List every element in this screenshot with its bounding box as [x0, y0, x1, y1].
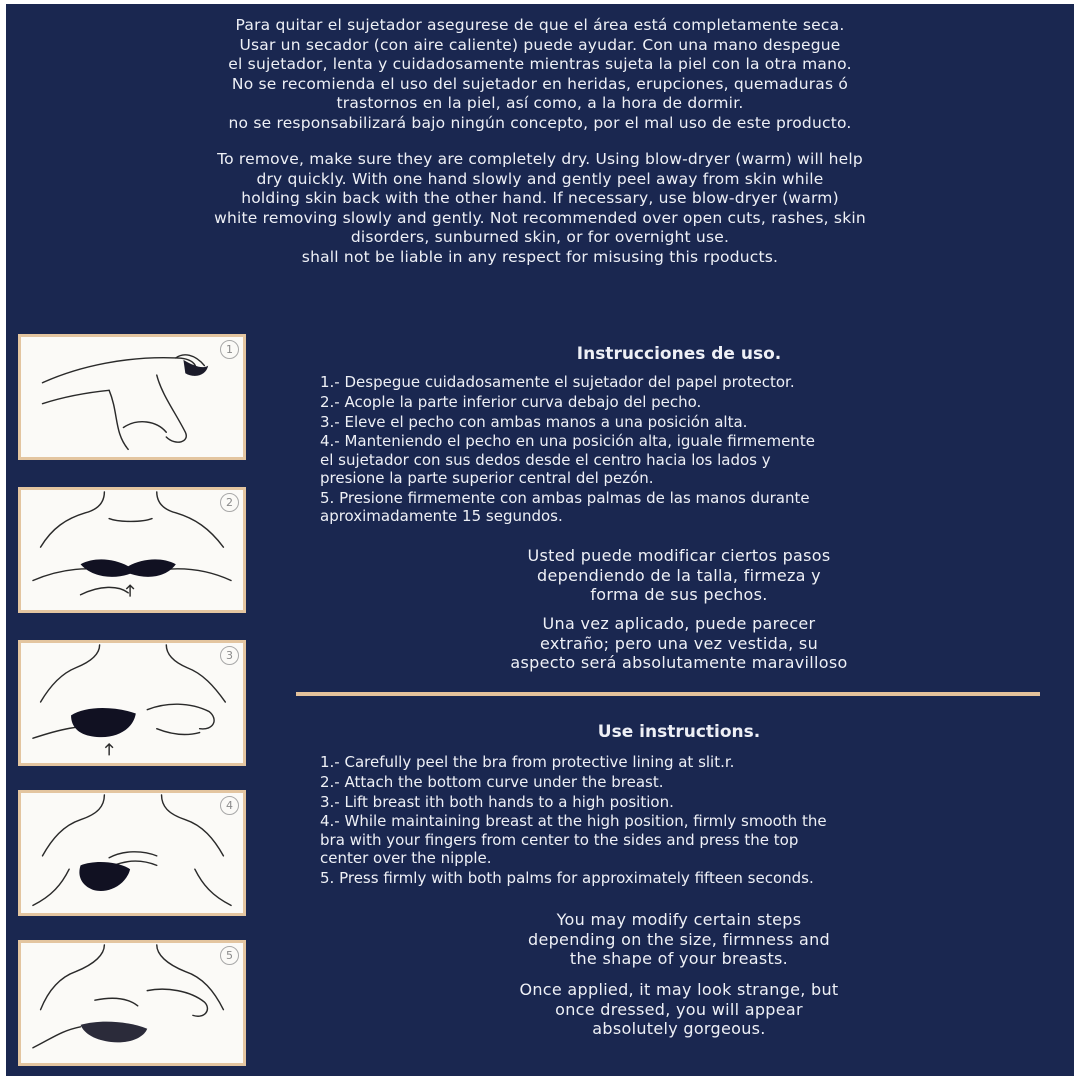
step-number-badge: 3: [220, 646, 239, 665]
illustration-step-2: [18, 487, 246, 613]
english-removal-warning: [6, 150, 1074, 268]
step-line: 3.- Lift breast ith both hands to a high position.: [320, 792, 674, 811]
warning-line: shall not be liable in any respect for misusing this rpoducts.: [301, 247, 779, 266]
spanish-note-appearance: [296, 614, 1062, 673]
step-item: [320, 373, 1050, 391]
warning-line: Usar un secador (con aire caliente) puede ayudar. Con una mano despegue: [239, 35, 841, 54]
step-line: el sujetador con sus dedos desde el centro hacia los lados y: [320, 450, 771, 469]
lift-breast-icon: [21, 643, 243, 763]
peeling-bra-icon: [21, 337, 243, 457]
english-note-appearance: [296, 980, 1062, 1039]
attach-bra-icon: [21, 490, 243, 610]
note-line: absolutely gorgeous.: [592, 1019, 766, 1038]
english-note-modify: [296, 910, 1062, 969]
step-line: 4.- Manteniendo el pecho en una posición alta, iguale firmemente: [320, 432, 815, 451]
note-line: dependiendo de la talla, firmeza y: [537, 565, 821, 585]
warning-line: white removing slowly and gently. Not recommended over open cuts, rashes, skin: [214, 208, 866, 227]
spanish-steps-list: [320, 373, 1050, 527]
warning-line: Para quitar el sujetador asegurese de que el área está completamente seca.: [235, 16, 845, 34]
note-line: You may modify certain steps: [556, 910, 802, 929]
note-line: extraño; pero una vez vestida, su: [539, 633, 819, 653]
spanish-note-modify: [296, 546, 1062, 605]
illustration-step-4: [18, 790, 246, 916]
step-item: [320, 773, 1050, 791]
warning-line: dry quickly. With one hand slowly and gently peel away from skin while: [256, 169, 824, 188]
step-line: aproximadamente 15 segundos.: [320, 506, 563, 525]
step-number-badge: 2: [220, 493, 239, 512]
step-item: [320, 489, 1050, 525]
instruction-sheet: [6, 4, 1074, 1076]
press-palms-icon: [21, 943, 243, 1063]
note-line: aspecto será absolutamente maravilloso: [510, 653, 848, 672]
spanish-instructions-heading: Instrucciones de uso.: [576, 344, 782, 364]
step-item: [320, 812, 1050, 867]
section-divider: [296, 692, 1040, 696]
step-line: 5. Presione firmemente con ambas palmas de las manos durante: [320, 488, 810, 507]
step-item: [320, 793, 1050, 811]
note-line: the shape of your breasts.: [569, 949, 789, 968]
warning-line: disorders, sunburned skin, or for overnight use.: [350, 228, 730, 247]
warning-line: No se recomienda el uso del sujetador en heridas, erupciones, quemaduras ó: [231, 74, 849, 93]
english-instructions-heading: Use instructions.: [597, 722, 761, 742]
step-line: 1.- Despegue cuidadosamente el sujetador del papel protector.: [320, 373, 795, 391]
warning-line: To remove, make sure they are completely dry. Using blow-dryer (warm) will help: [217, 150, 863, 168]
smooth-bra-icon: [21, 793, 243, 913]
step-item: [320, 753, 1050, 771]
step-item: [320, 869, 1050, 887]
illustration-step-1: [18, 334, 246, 460]
step-line: 2.- Attach the bottom curve under the breast.: [320, 772, 664, 791]
step-line: 3.- Eleve el pecho con ambas manos a una posición alta.: [320, 412, 748, 431]
illustration-step-3: [18, 640, 246, 766]
step-line: center over the nipple.: [320, 848, 492, 867]
step-line: 1.- Carefully peel the bra from protective lining at slit.r.: [320, 753, 735, 771]
note-line: Once applied, it may look strange, but: [519, 980, 839, 999]
warning-line: no se responsabilizará bajo ningún concepto, por el mal uso de este producto.: [228, 113, 852, 132]
warning-line: el sujetador, lenta y cuidadosamente mientras sujeta la piel con la otra mano.: [228, 55, 852, 74]
note-line: Una vez aplicado, puede parecer: [542, 614, 816, 633]
warning-line: holding skin back with the other hand. If necessary, use blow-dryer (warm): [241, 189, 839, 208]
step-item: [320, 393, 1050, 411]
step-number-badge: 1: [220, 340, 239, 359]
warning-line: trastornos en la piel, así como, a la hora de dormir.: [336, 94, 744, 113]
step-line: 5. Press firmly with both palms for approximately fifteen seconds.: [320, 868, 814, 887]
note-line: depending on the size, firmness and: [528, 929, 830, 949]
step-line: bra with your fingers from center to the sides and press the top: [320, 830, 799, 849]
spanish-removal-warning: [6, 16, 1074, 134]
note-line: forma de sus pechos.: [590, 585, 768, 604]
step-item: [320, 432, 1050, 487]
step-line: 4.- While maintaining breast at the high position, firmly smooth the: [320, 812, 827, 831]
step-number-badge: 4: [220, 796, 239, 815]
illustration-step-5: [18, 940, 246, 1066]
note-line: Usted puede modificar ciertos pasos: [527, 546, 831, 565]
step-line: presione la parte superior central del pezón.: [320, 468, 654, 487]
step-line: 2.- Acople la parte inferior curva debajo del pecho.: [320, 392, 702, 411]
step-item: [320, 413, 1050, 431]
note-line: once dressed, you will appear: [555, 999, 803, 1019]
step-number-badge: 5: [220, 946, 239, 965]
english-steps-list: [320, 753, 1050, 888]
